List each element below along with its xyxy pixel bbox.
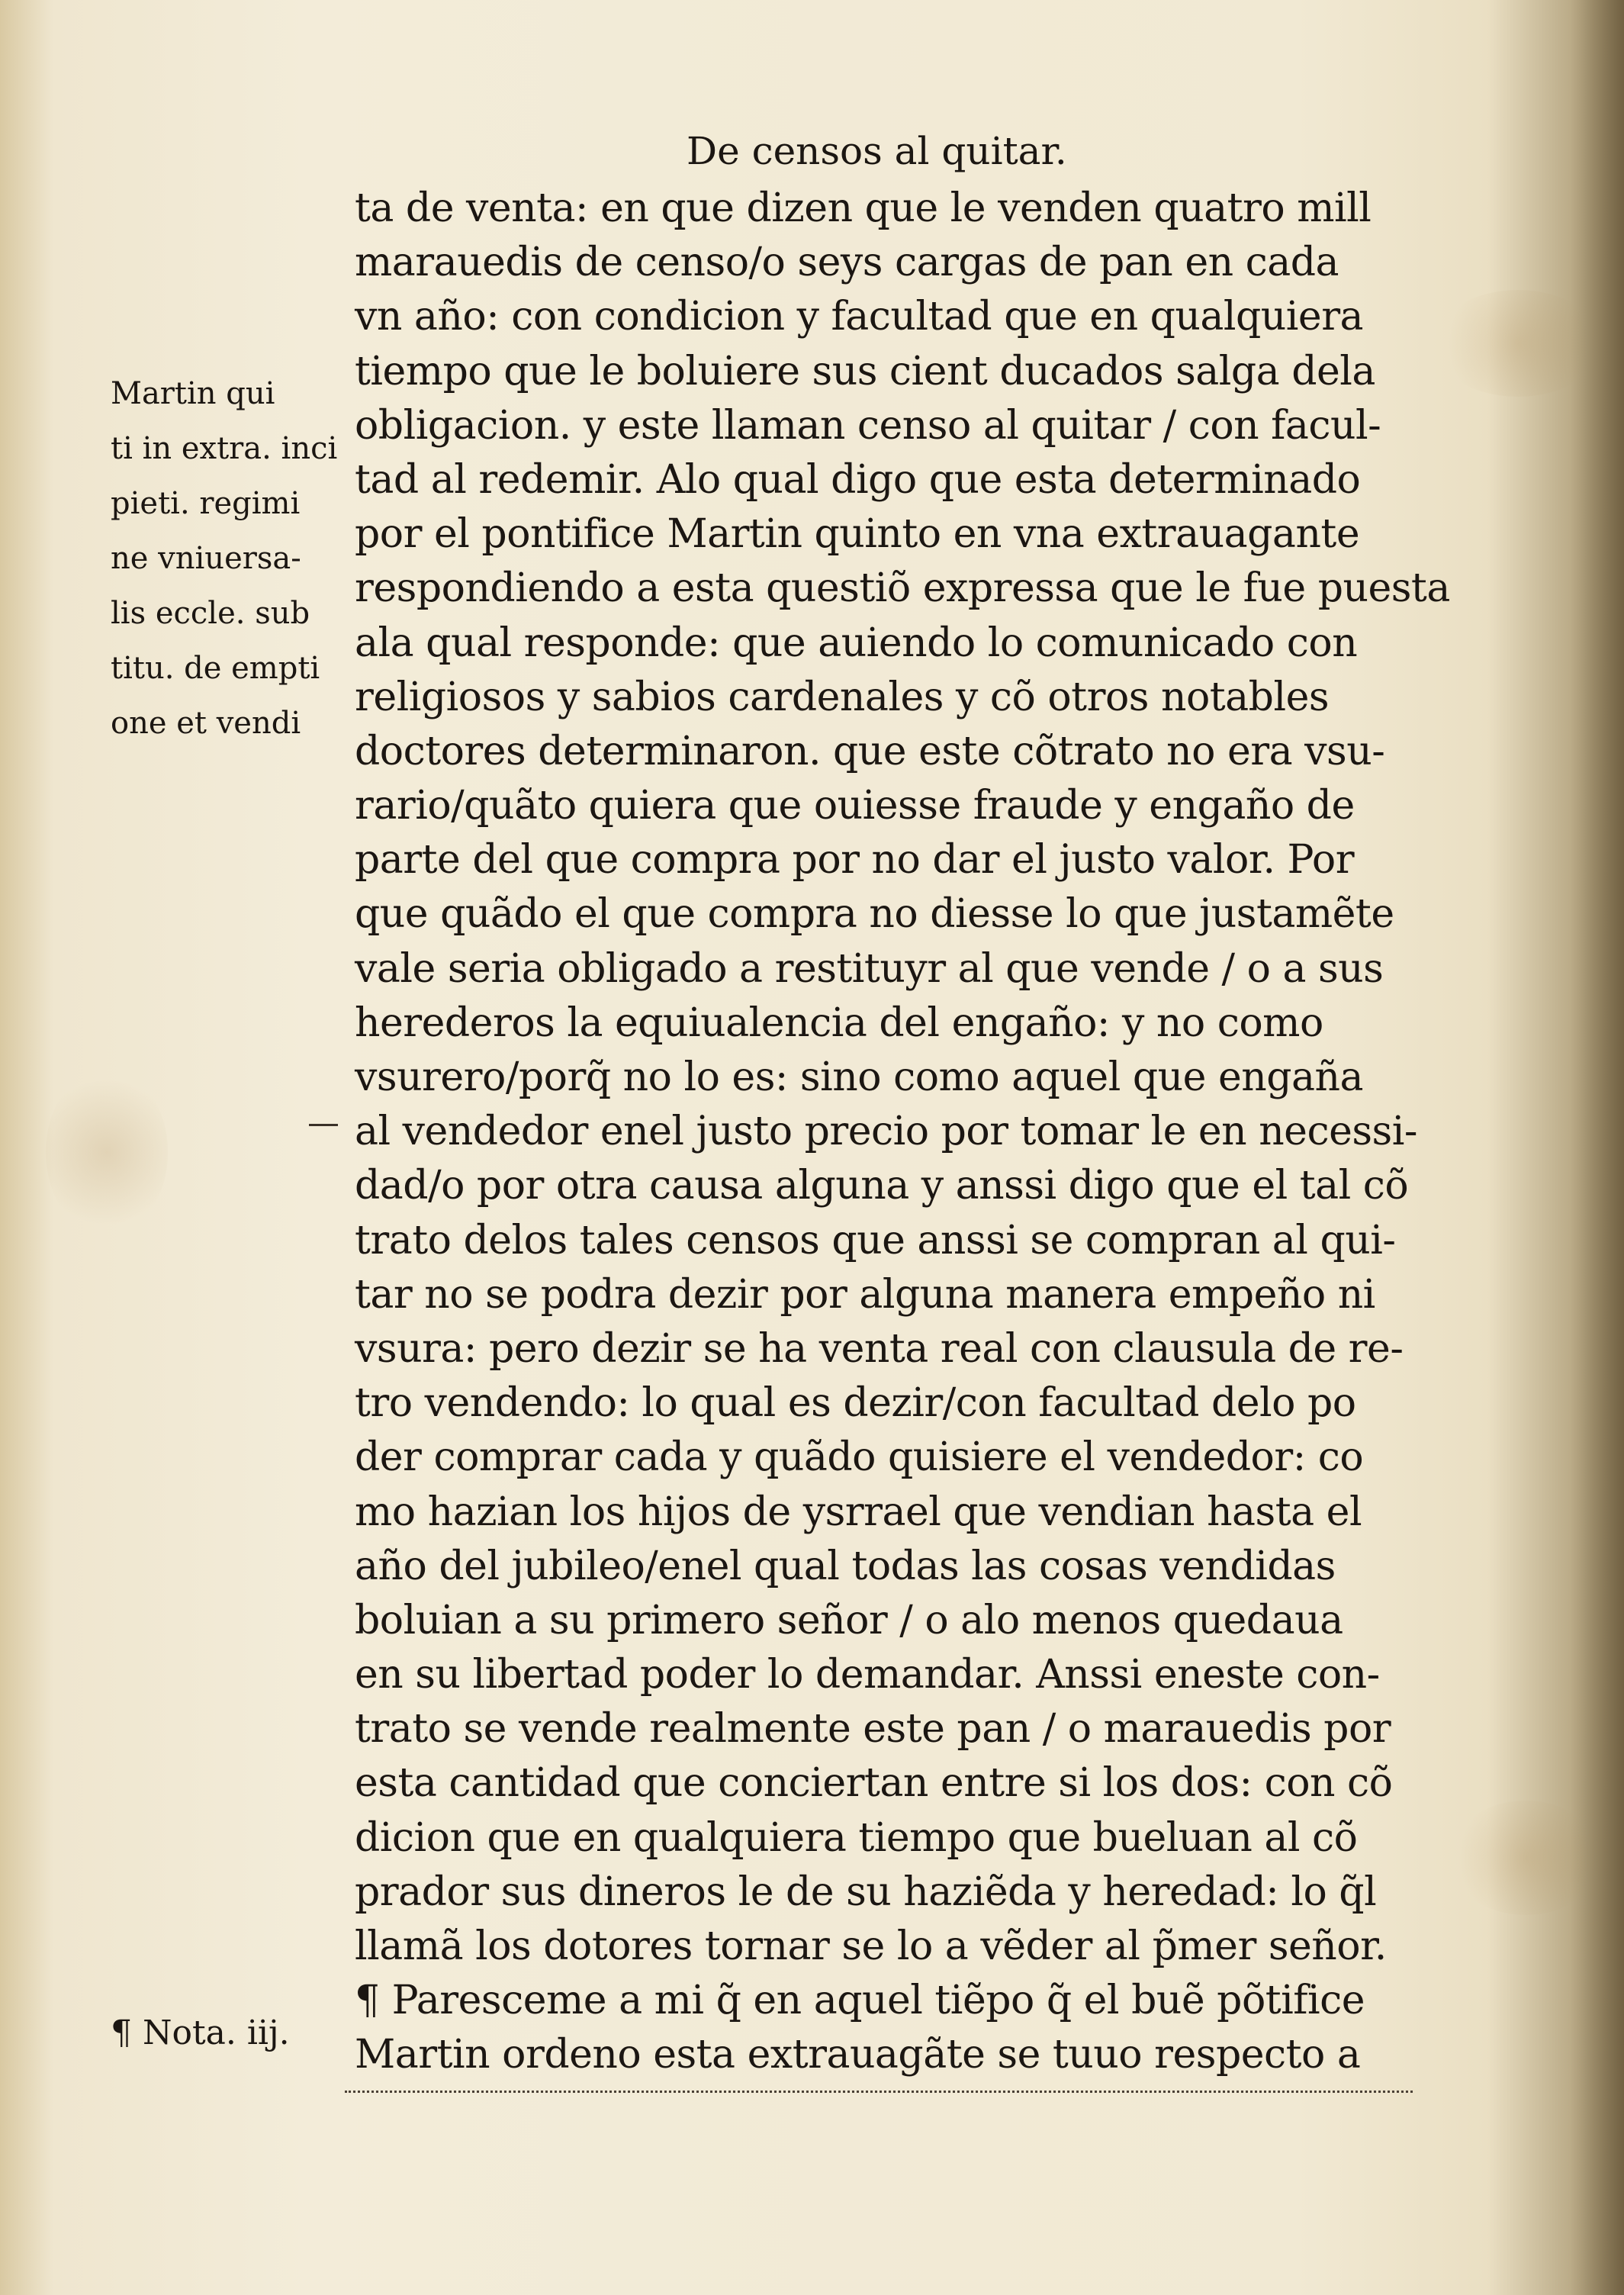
foxing-stain bbox=[46, 1068, 168, 1236]
text-line: der comprar cada y quãdo quisiere el vendedor: co bbox=[355, 1434, 1364, 1481]
text-line: mo hazian los hijos de ysrrael que vendian hasta el bbox=[355, 1489, 1362, 1535]
text-line: vsurero/porq̃ no lo es: sino como aquel que engaña bbox=[355, 1054, 1363, 1100]
text-line: vsura: pero dezir se ha venta real con clausula de re- bbox=[355, 1325, 1404, 1372]
text-line: marauedis de censo/o seys cargas de pan en cada bbox=[355, 240, 1339, 286]
text-line: vale seria obligado a restituyr al que vende / o a sus bbox=[355, 945, 1384, 992]
margin-note-line: Martin qui bbox=[111, 376, 275, 411]
margin-note-line: titu. de empti bbox=[111, 651, 320, 686]
body-text bbox=[355, 182, 1450, 2083]
text-line: tro vendendo: lo qual es dezir/con facultad delo po bbox=[355, 1380, 1356, 1427]
text-line: dad/o por otra causa alguna y anssi digo que el tal cõ bbox=[355, 1163, 1409, 1209]
text-line: trato se vende realmente este pan / o marauedis por bbox=[355, 1706, 1391, 1753]
margin-note-line: lis eccle. sub bbox=[111, 596, 310, 631]
text-line: parte del que compra por no dar el justo valor. Por bbox=[355, 837, 1355, 884]
text-line: ala qual responde: que auiendo lo comunicado con bbox=[355, 620, 1358, 666]
foxing-stain bbox=[1449, 1801, 1602, 1915]
text-line: Martin ordeno esta extrauagãte se tuuo respecto a bbox=[355, 2032, 1361, 2078]
running-head: De censos al quitar. bbox=[687, 129, 1067, 173]
text-line: tiempo que le boluiere sus cient ducados salga dela bbox=[355, 348, 1375, 394]
text-line: en su libertad poder lo demandar. Anssi eneste con- bbox=[355, 1652, 1380, 1698]
text-line: rario/quãto quiera que ouiesse fraude y engaño de bbox=[355, 783, 1355, 829]
margin-note-line: pieti. regimi bbox=[111, 486, 301, 521]
text-line: que quãdo el que compra no diesse lo que justamẽte bbox=[355, 891, 1394, 938]
text-line: al vendedor enel justo precio por tomar le en necessi- bbox=[355, 1109, 1417, 1155]
margin-note bbox=[111, 366, 347, 751]
text-line: trato delos tales censos que anssi se compran al qui- bbox=[355, 1217, 1396, 1263]
text-line: doctores determinaron. que este cõtrato no era vsu- bbox=[355, 728, 1385, 774]
text-line: llamã los dotores tornar se lo a vẽder al p̃mer señor. bbox=[355, 1923, 1387, 1969]
text-line: vn año: con condicion y facultad que en qualquiera bbox=[355, 294, 1364, 340]
text-line: dicion que en qualquiera tiempo que bueluan al cõ bbox=[355, 1814, 1358, 1861]
text-line: boluian a su primero señor / o alo menos quedaua bbox=[355, 1597, 1343, 1643]
text-line: esta cantidad que conciertan entre si los dos: con cõ bbox=[355, 1760, 1393, 1807]
text-line: obligacion. y este llaman censo al quitar / con facul- bbox=[355, 402, 1381, 449]
text-line: tar no se podra dezir por alguna manera empeño ni bbox=[355, 1271, 1375, 1318]
foxing-stain bbox=[1434, 290, 1602, 397]
text-line: ta de venta: en que dizen que le venden quatro mill bbox=[355, 185, 1372, 231]
margin-note-nota: ¶ Nota. iij. bbox=[111, 2013, 290, 2052]
text-line: religiosos y sabios cardenales y cõ otros notables bbox=[355, 674, 1330, 720]
margin-note-line: one et vendi bbox=[111, 706, 301, 741]
margin-pointer-mark bbox=[309, 1124, 338, 1126]
bottom-rule bbox=[345, 2091, 1413, 2093]
text-line: ¶ Paresceme a mi q̃ en aquel tiẽpo q̃ el buẽ põtifice bbox=[355, 1978, 1365, 2024]
text-line: por el pontifice Martin quinto en vna extrauagante bbox=[355, 511, 1360, 558]
text-line: prador sus dineros le de su haziẽda y heredad: lo q̃l bbox=[355, 1869, 1377, 1915]
text-line: respondiendo a esta questiõ expressa que le fue puesta bbox=[355, 565, 1450, 612]
margin-note-line: ne vniuersa- bbox=[111, 541, 301, 576]
text-line: año del jubileo/enel qual todas las cosas vendidas bbox=[355, 1543, 1336, 1589]
margin-note-line: ti in extra. inci bbox=[111, 431, 338, 466]
text-line: tad al redemir. Alo qual digo que esta determinado bbox=[355, 456, 1361, 503]
text-line: herederos la equiualencia del engaño: y no como bbox=[355, 999, 1323, 1046]
